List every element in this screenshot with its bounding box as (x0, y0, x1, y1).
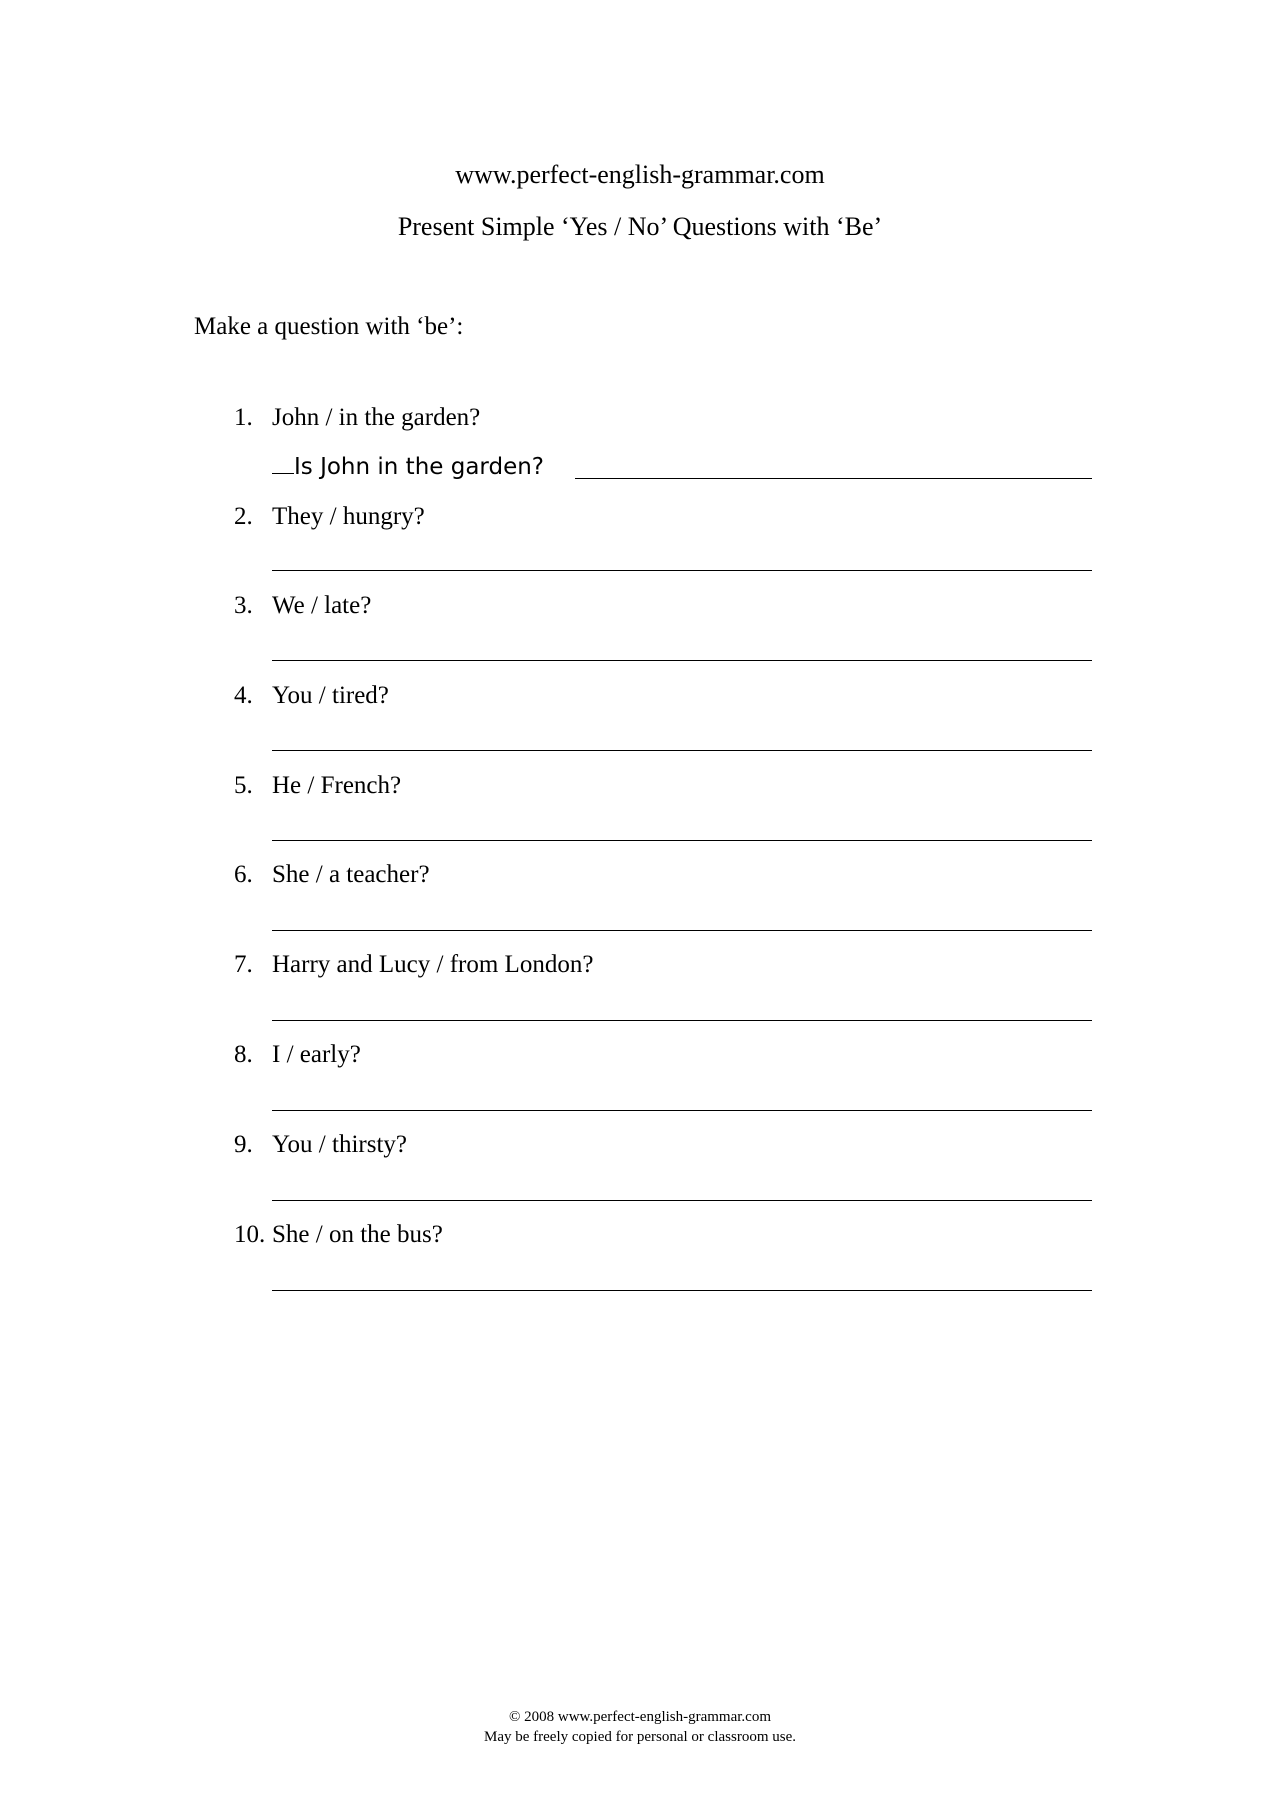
item-prompt: We / late? (272, 592, 372, 619)
item-number: 8. (234, 1041, 253, 1068)
page-title: Present Simple ‘Yes / No’ Questions with ‘Be’ (397, 212, 883, 241)
answer-line[interactable] (272, 1110, 1092, 1111)
answer-line[interactable] (272, 1020, 1092, 1021)
item-prompt: I / early? (272, 1041, 361, 1068)
answer-text: Is John in the garden? (294, 454, 545, 480)
exercise-item (234, 771, 1094, 801)
exercise-item (234, 1040, 1094, 1070)
instruction: Make a question with ‘be’: (194, 313, 464, 340)
item-prompt: She / on the bus? (272, 1221, 443, 1248)
answer-line[interactable] (272, 930, 1092, 931)
item-number: 7. (234, 951, 253, 978)
item-number: 1. (234, 404, 253, 431)
item-number: 6. (234, 861, 253, 888)
footer-license: May be freely copied for personal or classroom use. (484, 1729, 796, 1745)
answer-line[interactable] (272, 570, 1092, 571)
item-prompt: You / thirsty? (272, 1131, 407, 1158)
item-number: 9. (234, 1131, 253, 1158)
answer-example (272, 452, 544, 482)
exercise-item (234, 502, 1094, 532)
item-prompt: He / French? (272, 772, 402, 799)
item-prompt: They / hungry? (272, 503, 425, 530)
answer-line[interactable] (272, 750, 1092, 751)
exercise-item (234, 681, 1094, 711)
exercise-item (234, 860, 1094, 890)
footer-copyright: © 2008 www.perfect-english-grammar.com (508, 1709, 771, 1725)
exercise-item (234, 591, 1094, 621)
answer-line[interactable] (272, 1290, 1092, 1291)
item-number: 10. (234, 1221, 266, 1248)
item-prompt: John / in the garden? (272, 404, 481, 431)
answer-line[interactable] (575, 478, 1092, 479)
item-number: 3. (234, 592, 253, 619)
answer-line[interactable] (272, 840, 1092, 841)
item-prompt: Harry and Lucy / from London? (272, 951, 594, 978)
site-url: www.perfect-english-grammar.com (455, 160, 825, 189)
exercise-item (234, 1220, 1094, 1250)
answer-line[interactable] (272, 1200, 1092, 1201)
item-number: 5. (234, 772, 253, 799)
item-prompt: You / tired? (272, 682, 389, 709)
exercise-item (234, 403, 1094, 433)
answer-line[interactable] (272, 660, 1092, 661)
item-prompt: She / a teacher? (272, 861, 430, 888)
exercise-item (234, 1130, 1094, 1160)
exercise-item (234, 950, 1094, 980)
item-number: 2. (234, 503, 253, 530)
item-number: 4. (234, 682, 253, 709)
